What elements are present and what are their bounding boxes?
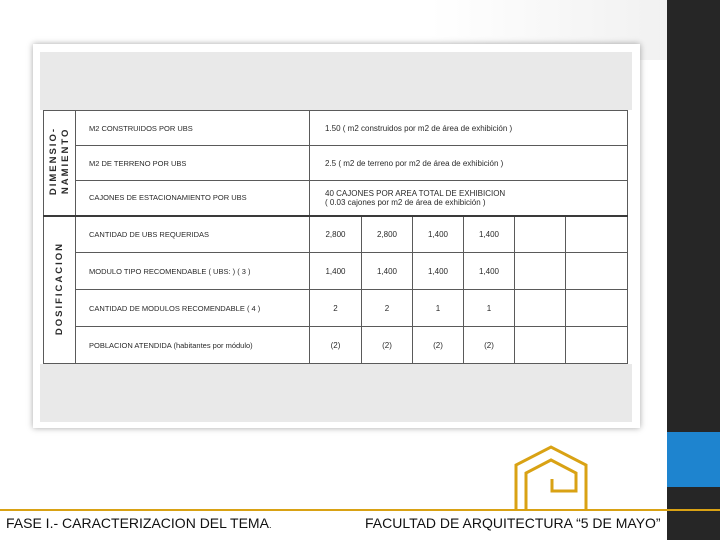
cell-value: (2) [464,327,515,364]
cell-value [515,290,566,327]
cell-value [566,327,628,364]
table-row [44,253,628,290]
cell-value [566,216,628,253]
cell-value: 2 [310,290,362,327]
cell-value: 2,800 [362,216,413,253]
document-top-band [40,52,632,110]
house-logo-icon [512,443,590,511]
row-value: 2.5 ( m2 de terreno por m2 de área de exhibición ) [310,146,628,181]
cell-value: 1,400 [310,253,362,290]
norms-table [43,110,628,364]
section-dosificacion: DOSIFICACION [44,216,76,364]
row-label: POBLACION ATENDIDA (habitantes por módulo) [76,327,310,364]
cell-value: (2) [413,327,464,364]
cell-value [566,290,628,327]
table-row [44,327,628,364]
section-dimensionamiento: DIMENSIO- NAMIENTO [44,111,76,216]
table-row [44,181,628,216]
row-label: MODULO TIPO RECOMENDABLE ( UBS: ) ( 3 ) [76,253,310,290]
cell-value: 1,400 [464,253,515,290]
footer-phase-title: FASE I.- CARACTERIZACION DEL TEMA. [6,515,272,531]
row-value: 1.50 ( m2 construidos por m2 de área de exhibición ) [310,111,628,146]
cell-value: 2,800 [310,216,362,253]
footer-gold-line [0,509,720,511]
cell-value: (2) [310,327,362,364]
cell-value: 1,400 [413,216,464,253]
document-bottom-band [40,364,632,422]
sidebar-blue-bar [667,432,720,487]
row-label: M2 CONSTRUIDOS POR UBS [76,111,310,146]
row-label: CANTIDAD DE MODULOS RECOMENDABLE ( 4 ) [76,290,310,327]
row-label: M2 DE TERRENO POR UBS [76,146,310,181]
table-row [44,290,628,327]
cell-value: 2 [362,290,413,327]
row-value-line2: ( 0.03 cajones por m2 de área de exhibición ) [325,197,486,207]
cell-value [515,253,566,290]
cell-value [515,327,566,364]
cell-value: (2) [362,327,413,364]
cell-value: 1,400 [362,253,413,290]
row-label: CAJONES DE ESTACIONAMIENTO POR UBS [76,181,310,216]
row-label: CANTIDAD DE UBS REQUERIDAS [76,216,310,253]
cell-value: 1 [464,290,515,327]
row-value-line1: 40 CAJONES POR AREA TOTAL DE EXHIBICION [325,188,506,198]
cell-value: 1,400 [464,216,515,253]
cell-value [566,253,628,290]
cell-value [515,216,566,253]
table-row [44,216,628,253]
document-image [33,44,640,428]
cell-value: 1,400 [413,253,464,290]
table-row [44,111,628,146]
row-value [310,181,628,216]
cell-value: 1 [413,290,464,327]
table-row [44,146,628,181]
footer-faculty-name: FACULTAD DE ARQUITECTURA “5 DE MAYO” [365,515,661,531]
